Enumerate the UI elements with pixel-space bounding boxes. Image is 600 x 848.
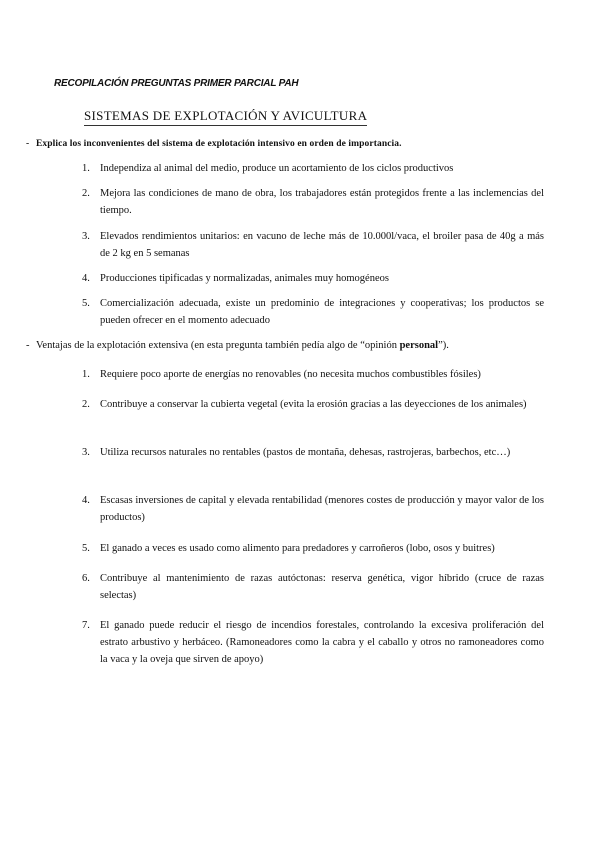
list-item [82,570,544,604]
list-item-number: 5. [82,298,90,309]
list-item-number: 4. [82,273,90,284]
question-1-text: Explica los inconvenientes del sistema de explotación intensivo en orden de importancia. [36,139,402,149]
document-title: RECOPILACIÓN PREGUNTAS PRIMER PARCIAL PAH [54,78,299,89]
question-2 [26,339,576,353]
section-title: SISTEMAS DE EXPLOTACIÓN Y AVICULTURA [84,108,367,126]
question-1-bullet: - [26,139,30,149]
list-item-number: 3. [82,231,90,242]
list-item-text: El ganado a veces es usado como alimento para predadores y carroñeros (lobo, osos y buitres) [100,543,495,554]
list-item [82,396,544,413]
list-item [82,366,544,383]
list-item-number: 4. [82,495,90,506]
list-item-number: 6. [82,573,90,584]
list-item [82,295,544,329]
list-item-text: Escasas inversiones de capital y elevada rentabilidad (menores costes de producción y mayor valor de los productos) [100,495,544,523]
list-item [82,270,544,287]
list-item-number: 5. [82,543,90,554]
list-item [82,185,544,219]
question-2-text: Ventajas de la explotación extensiva (en esta pregunta también pedía algo de “opinión [36,340,400,351]
list-item-number: 1. [82,369,90,380]
list-item [82,492,544,526]
list-item-text: Elevados rendimientos unitarios: en vacuno de leche más de 10.000l/vaca, el broiler pasa de 40g a más de 2 kg en 5 semanas [100,231,544,259]
question-2-text-end: ”). [438,340,449,351]
list-item-number: 3. [82,447,90,458]
list-item-text: Utiliza recursos naturales no rentables (pastos de montaña, dehesas, rastrojeras, barbechos, etc…) [100,447,511,458]
list-item-number: 7. [82,620,90,631]
list-item [82,160,544,177]
list-item-text: Requiere poco aporte de energías no renovables (no necesita muchos combustibles fósiles) [100,369,481,380]
list-item [82,540,544,557]
list-item [82,444,544,461]
list-item-text: Contribuye a conservar la cubierta vegetal (evita la erosión gracias a las deyecciones de los animales) [100,399,527,410]
list-item [82,228,544,262]
list-item-text: Independiza al animal del medio, produce un acortamiento de los ciclos productivos [100,163,454,174]
list-item-number: 2. [82,399,90,410]
question-2-bullet: - [26,340,30,351]
list-item-text: Contribuye al mantenimiento de razas autóctonas: reserva genética, vigor híbrido (cruce de razas selectas) [100,573,544,601]
list-item-number: 1. [82,163,90,174]
question-1 [26,138,576,151]
list-item-text: Comercialización adecuada, existe un predominio de integraciones y cooperativas; los productos se pueden ofrecer en el momento adecuado [100,298,544,326]
list-item-text: El ganado puede reducir el riesgo de incendios forestales, controlando la excesiva proliferación del estrato arbustivo y herbáceo. (Ramoneadores como la cabra y el caballo y otros no ramoneadores como la vaca y la oveja que sirven de apoyo) [100,620,544,665]
list-item-text: Mejora las condiciones de mano de obra, los trabajadores están protegidos frente a las inclemencias del tiempo. [100,188,544,216]
list-item [82,617,544,668]
list-item-number: 2. [82,188,90,199]
question-2-emphasis: personal [399,340,439,351]
list-item-text: Producciones tipificadas y normalizadas, animales muy homogéneos [100,273,389,284]
